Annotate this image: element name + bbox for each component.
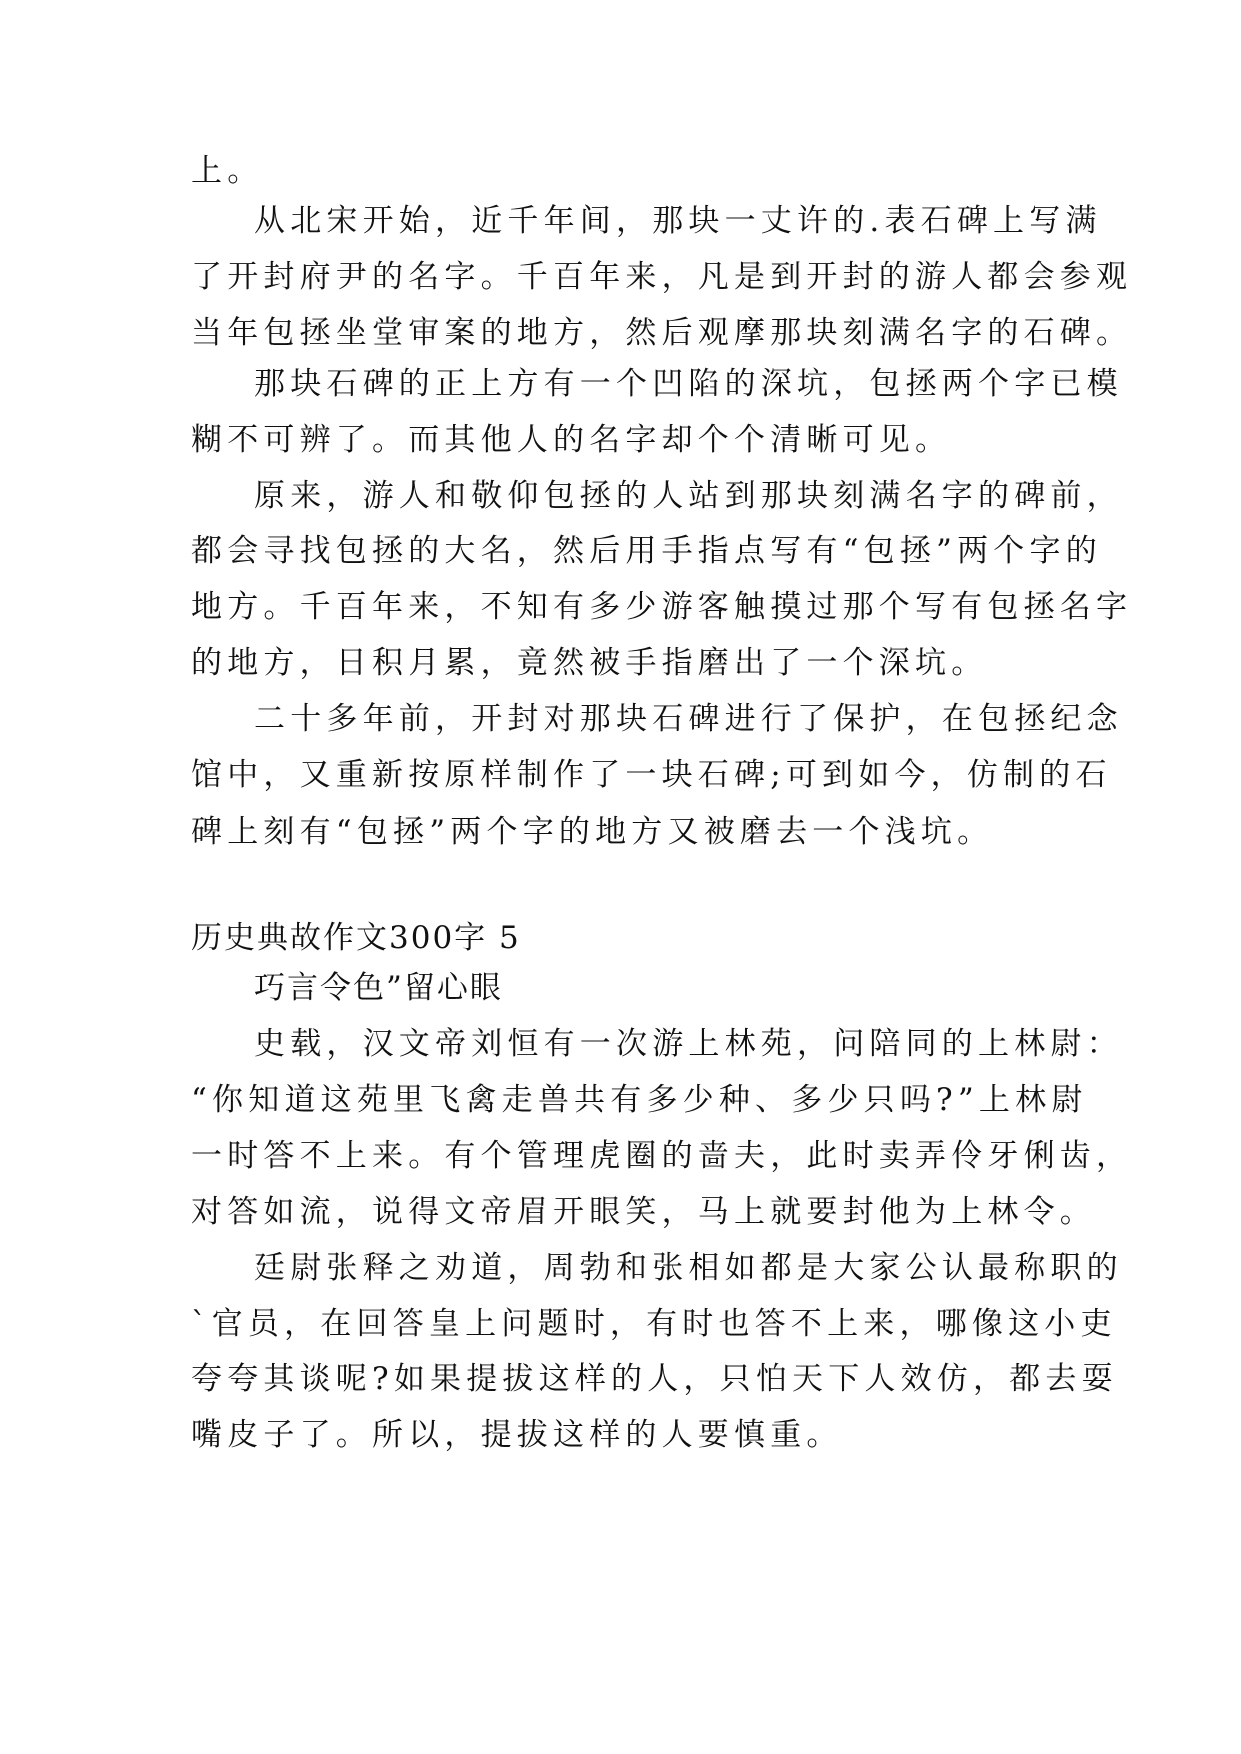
text-line: “你知道这苑里飞禽走兽共有多少种、多少只吗?”上林尉 — [191, 1082, 1088, 1118]
text-line: 都会寻找包拯的大名，然后用手指点写有“包拯”两个字的 — [191, 533, 1102, 569]
text-line: `官员，在回答皇上问题时，有时也答不上来，哪像这小吏 — [191, 1306, 1117, 1342]
text-line: 糊不可辨了。而其他人的名字却个个清晰可见。 — [191, 422, 952, 458]
text-line: 一时答不上来。有个管理虎圈的啬夫，此时卖弄伶牙俐齿， — [191, 1138, 1133, 1174]
text-line: 嘴皮子了。所以，提拔这样的人要慎重。 — [191, 1417, 843, 1453]
text-line: 二十多年前，开封对那块石碑进行了保护，在包拯纪念 — [254, 701, 1123, 737]
section-subtitle: 巧言令色”留心眼 — [254, 970, 503, 1006]
text-line: 廷尉张释之劝道，周勃和张相如都是大家公认最称职的 — [254, 1250, 1123, 1286]
text-line: 的地方，日积月累，竟然被手指磨出了一个深坑。 — [191, 645, 988, 681]
text-line: 地方。千百年来，不知有多少游客触摸过那个写有包拯名字 — [191, 589, 1133, 625]
text-line: 当年包拯坐堂审案的地方，然后观摩那块刻满名字的石碑。 — [191, 315, 1133, 351]
text-line: 从北宋开始，近千年间，那块一丈许的.表石碑上写满 — [254, 203, 1102, 239]
text-line: 对答如流，说得文帝眉开眼笑，马上就要封他为上林令。 — [191, 1194, 1096, 1230]
text-line: 史载，汉文帝刘恒有一次游上林苑，问陪同的上林尉： — [254, 1026, 1123, 1062]
text-line: 了开封府尹的名字。千百年来，凡是到开封的游人都会参观 — [191, 259, 1133, 295]
text-line: 那块石碑的正上方有一个凹陷的深坑，包拯两个字已模 — [254, 366, 1123, 402]
text-line: 原来，游人和敬仰包拯的人站到那块刻满名字的碑前， — [254, 478, 1123, 514]
section-heading: 历史典故作文300字 5 — [191, 920, 521, 956]
text-line: 夸夸其谈呢?如果提拔这样的人，只怕天下人效仿，都去耍 — [191, 1361, 1118, 1397]
text-line: 上。 — [191, 153, 264, 189]
text-line: 碑上刻有“包拯”两个字的地方又被磨去一个浅坑。 — [191, 814, 994, 850]
text-line: 馆中，又重新按原样制作了一块石碑;可到如今，仿制的石 — [191, 757, 1112, 793]
